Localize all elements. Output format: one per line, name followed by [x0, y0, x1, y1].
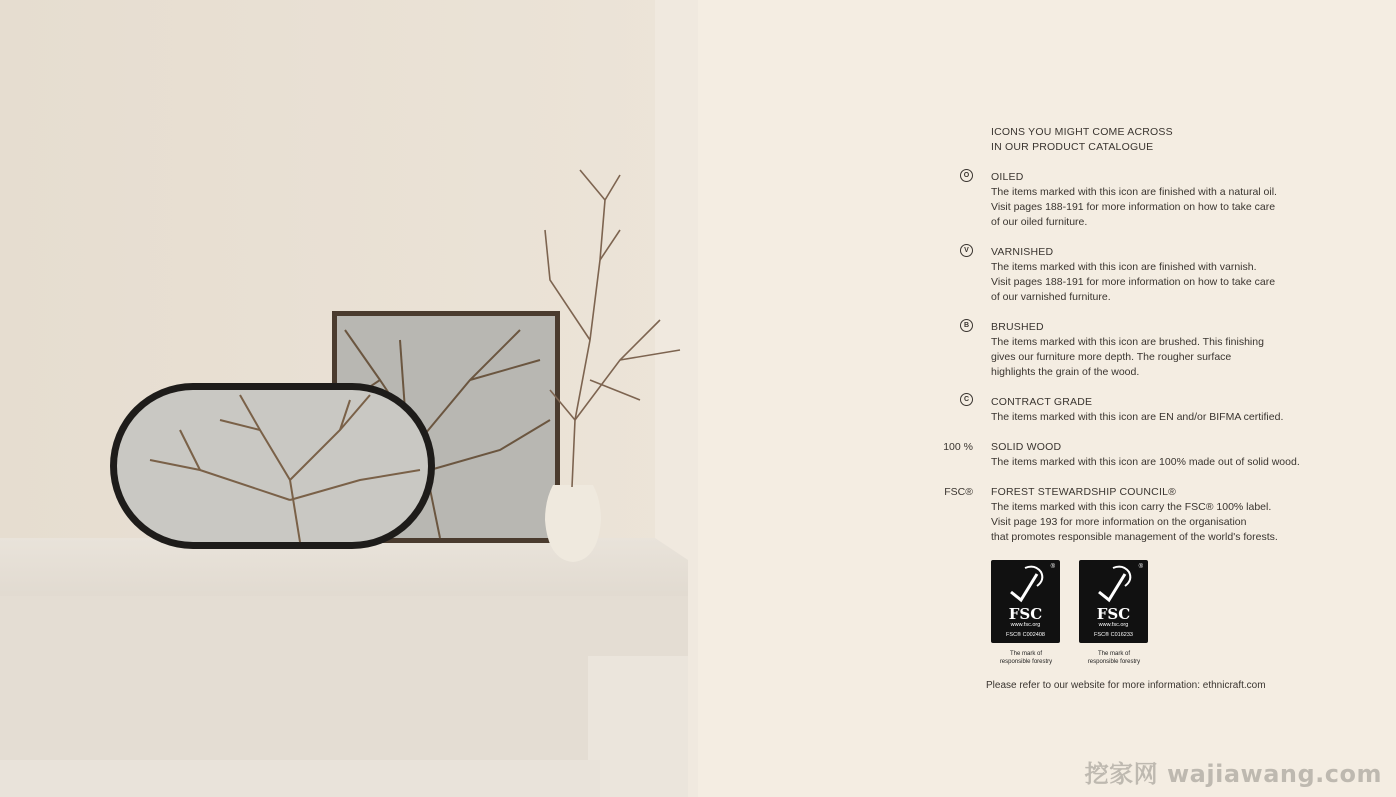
item-title: FOREST STEWARDSHIP COUNCIL®	[991, 486, 1177, 498]
fsc-license-code: FSC® C002408	[1006, 632, 1045, 638]
oiled-icon: O	[960, 169, 973, 182]
item-text: that promotes responsible management of the world's forests.	[991, 531, 1278, 543]
fsc-logo	[1079, 560, 1148, 643]
caption-line: The mark of	[1009, 651, 1042, 657]
item-title: OILED	[991, 171, 1024, 183]
fsc-logo	[991, 560, 1060, 643]
fsc-url: www.fsc.org	[1010, 622, 1041, 628]
legend-item-varnished	[991, 245, 1331, 305]
item-text: of our oiled furniture.	[991, 216, 1088, 228]
legend-item-oiled	[991, 170, 1331, 230]
item-title: VARNISHED	[991, 246, 1054, 258]
brushed-icon: B	[960, 319, 973, 332]
item-title: BRUSHED	[991, 321, 1044, 333]
caption-line: responsible forestry	[1087, 659, 1141, 665]
fsc-wordmark: FSC	[1008, 605, 1043, 623]
watermark: 挖家网 wajiawang.com	[1084, 760, 1382, 788]
item-text: The items marked with this icon are finished with a natural oil.	[991, 186, 1277, 198]
item-text: The items marked with this icon are EN and/or BIFMA certified.	[991, 411, 1284, 423]
item-title: CONTRACT GRADE	[991, 396, 1093, 408]
heading-line: ICONS YOU MIGHT COME ACROSS	[991, 126, 1173, 138]
item-text: Visit page 193 for more information on the organisation	[991, 516, 1247, 528]
item-text: of our varnished furniture.	[991, 291, 1111, 303]
item-text: The items marked with this icon are finished with varnish.	[991, 261, 1257, 273]
item-title: SOLID WOOD	[991, 441, 1062, 453]
fsc-caption	[986, 650, 1066, 666]
varnished-icon: V	[960, 244, 973, 257]
item-text: Visit pages 188-191 for more information on how to take care	[991, 201, 1276, 213]
solid-wood-icon: 100 %	[943, 441, 973, 453]
legend-item-brushed	[991, 320, 1331, 380]
page-heading	[991, 125, 1173, 155]
caption-line: The mark of	[1097, 651, 1130, 657]
item-text: gives our furniture more depth. The rougher surface	[991, 351, 1232, 363]
registered-mark: ®	[1050, 564, 1055, 570]
item-text: The items marked with this icon carry the FSC® 100% label.	[991, 501, 1272, 513]
heading-line: IN OUR PRODUCT CATALOGUE	[991, 141, 1154, 153]
item-text: Visit pages 188-191 for more information on how to take care	[991, 276, 1276, 288]
legend-item-solid-wood	[991, 440, 1331, 470]
catalogue-page	[698, 0, 1396, 797]
item-text: highlights the grain of the wood.	[991, 366, 1140, 378]
registered-mark: ®	[1138, 564, 1143, 570]
caption-line: responsible forestry	[999, 659, 1053, 665]
item-text: The items marked with this icon are brushed. This finishing	[991, 336, 1264, 348]
fsc-icon: FSC®	[944, 486, 973, 498]
fsc-license-code: FSC® C016233	[1094, 632, 1133, 638]
fsc-caption	[1074, 650, 1154, 666]
fsc-url: www.fsc.org	[1098, 622, 1129, 628]
item-text: The items marked with this icon are 100% made out of solid wood.	[991, 456, 1300, 468]
legend-item-contract-grade	[991, 395, 1331, 425]
legend-item-fsc	[991, 485, 1331, 545]
website-note: Please refer to our website for more information: ethnicraft.com	[986, 680, 1266, 691]
contract-grade-icon: C	[960, 393, 973, 406]
fsc-wordmark: FSC	[1096, 605, 1131, 623]
